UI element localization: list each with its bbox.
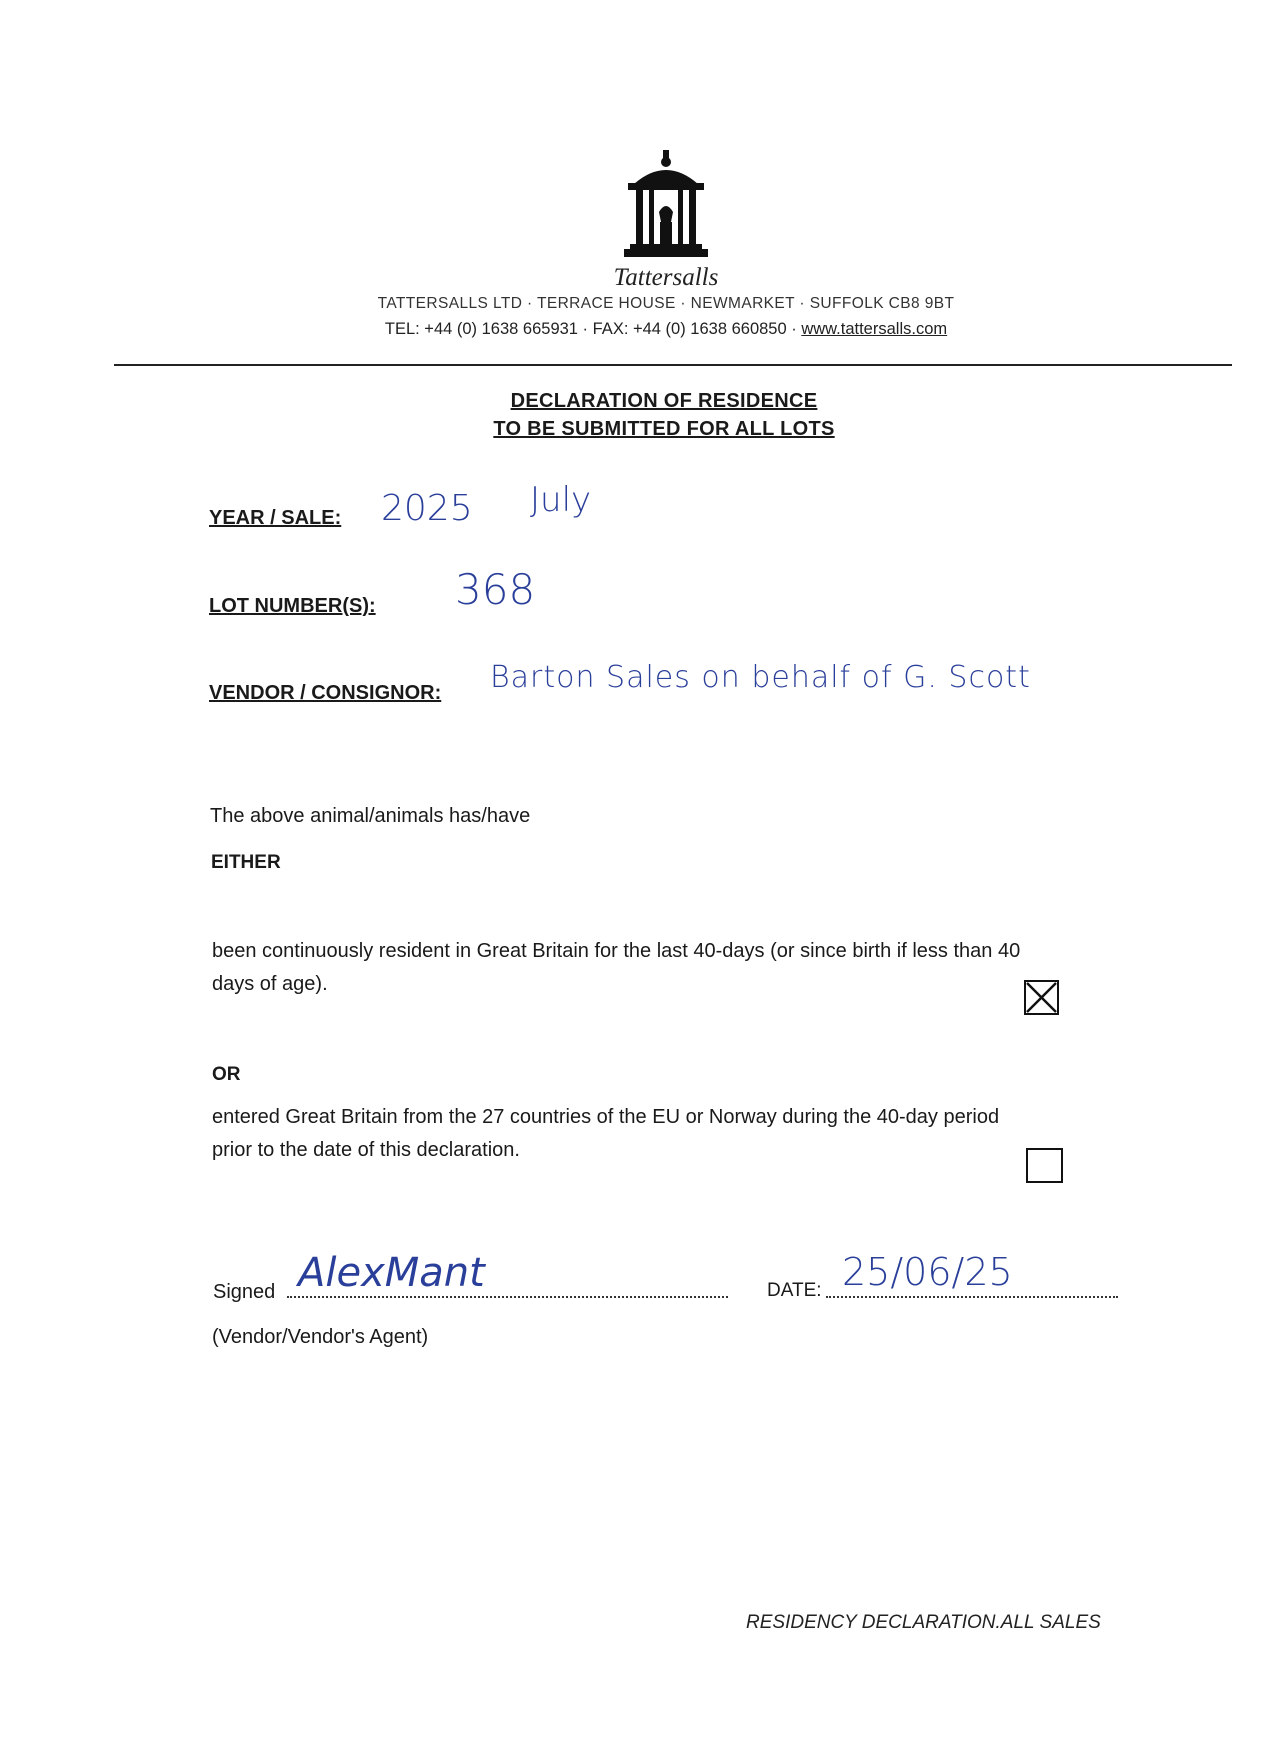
sale-value[interactable]: July [530,480,592,520]
tattersalls-logo [616,150,716,262]
option2-text-line1: entered Great Britain from the 27 countries of the EU or Norway during the 40-day period [212,1106,1000,1128]
option2-text-line2: prior to the date of this declaration. [212,1139,520,1161]
year-sale-label: YEAR / SALE: [209,507,342,529]
either-label: EITHER [211,852,281,873]
year-value[interactable]: 2025 [381,488,473,529]
contact-numbers: TEL: +44 (0) 1638 665931 · FAX: +44 (0) 1638 660850 · [384,320,802,338]
option1-checkbox[interactable] [1024,980,1059,1015]
agent-label: (Vendor/Vendor's Agent) [212,1326,429,1348]
vendor-label: VENDOR / CONSIGNOR: [209,682,442,704]
brand-name: Tattersalls [613,264,719,291]
option2-checkbox[interactable] [1026,1148,1063,1183]
lot-number-label: LOT NUMBER(S): [209,595,376,617]
vendor-value[interactable]: Barton Sales on behalf of G. Scott [490,660,1031,695]
header-divider [114,364,1232,366]
date-value: 25/06/25 [842,1250,1013,1294]
option1-text-line1: been continuously resident in Great Britain for the last 40-days (or since birth if less than 40 [212,940,1021,962]
signature-value: AlexMant [298,1250,485,1296]
website-link[interactable]: www.tattersalls.com [801,320,948,338]
lot-number-value[interactable]: 368 [455,565,536,614]
form-title: DECLARATION OF RESIDENCE [510,390,818,412]
contact-line [0,320,1275,339]
form-footer-name: RESIDENCY DECLARATION.ALL SALES [746,1612,1101,1633]
signed-label: Signed [213,1281,276,1303]
checkmark-x-icon [1026,982,1057,1013]
company-address: TATTERSALLS LTD · TERRACE HOUSE · NEWMARKET · SUFFOLK CB8 9BT [377,295,955,312]
form-subtitle: TO BE SUBMITTED FOR ALL LOTS [493,418,835,440]
date-label: DATE: [767,1280,822,1301]
option1-text-line2: days of age). [212,973,328,995]
or-label: OR [212,1064,241,1085]
statement-intro: The above animal/animals has/have [210,805,531,827]
